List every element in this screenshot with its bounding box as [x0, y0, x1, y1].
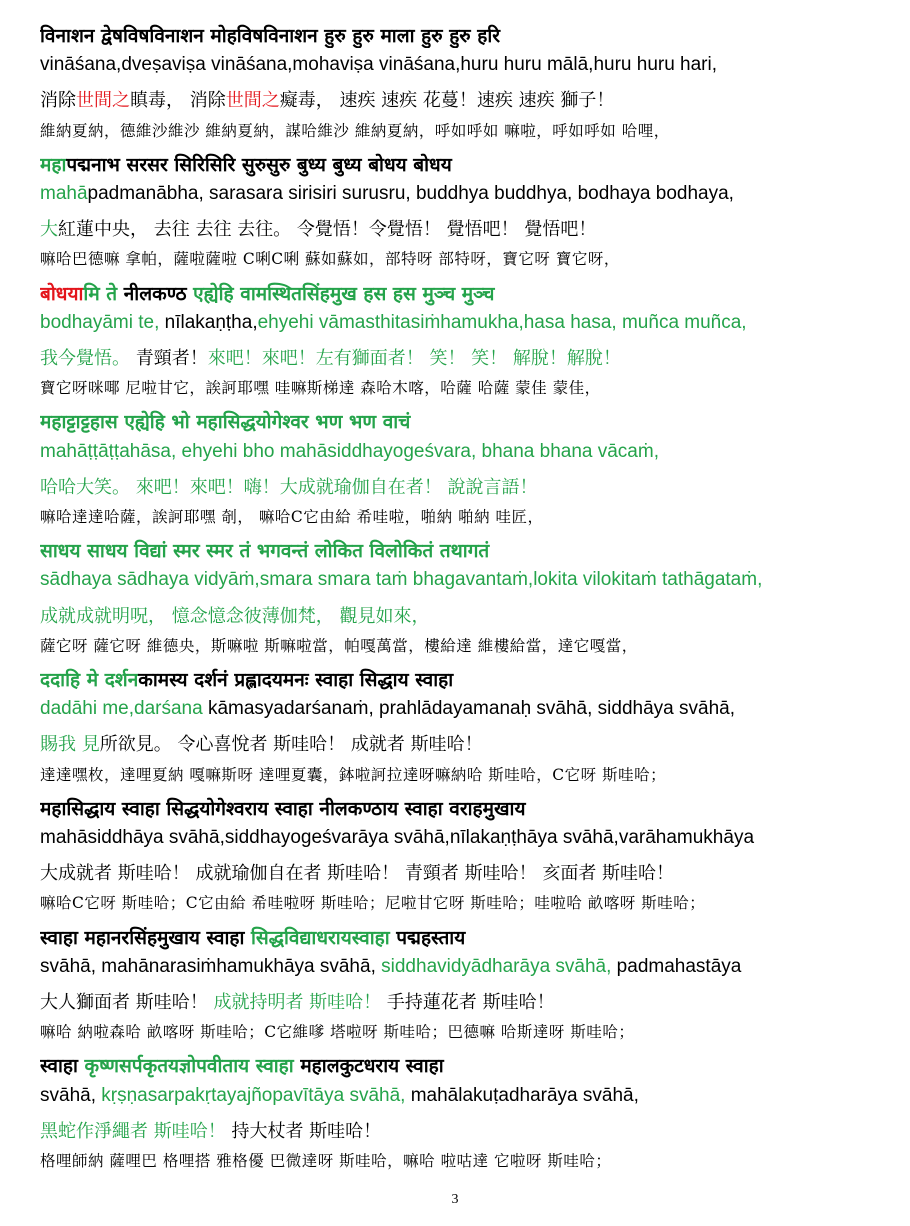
- translation-line: [40, 988, 880, 1014]
- transliteration-line: [40, 698, 880, 720]
- text-segment: 大: [40, 219, 58, 241]
- text-segment: महासिद्धाय स्वाहा सिद्धयोगेश्वराय स्वाहा नीलकण्ठाय स्वाहा वराहमुखाय: [40, 797, 526, 820]
- text-segment: mahā: [40, 183, 88, 204]
- text-segment: एह्येहि वामस्थितसिंहमुख हस हस मुञ्च मुञ्च: [193, 282, 495, 305]
- text-segment: 格哩師納 薩哩巴 格哩搭 雅格優 巴微達呀 斯哇哈，嘛哈 啦咕達 它啦呀 斯哇哈；: [40, 1152, 612, 1170]
- text-segment: 賜我 見: [40, 734, 100, 756]
- sanskrit-line: [40, 666, 880, 692]
- phonetic-line: [40, 1020, 880, 1042]
- text-segment: 我今覺悟。: [40, 348, 130, 369]
- sanskrit-line: [40, 537, 880, 563]
- sanskrit-line: [40, 22, 880, 48]
- text-segment: सिद्धविद्याधरायस्वाहा: [251, 926, 390, 949]
- text-segment: mahāsiddhāya svāhā,siddhayogeśvarāya svāhā,nīlakaṇṭhāya svāhā,varāhamukhāya: [40, 827, 755, 848]
- text-segment: dadāhi me,darśana: [40, 698, 208, 720]
- phonetic-line: [40, 376, 880, 398]
- text-segment: 世間之: [76, 90, 130, 112]
- page-number: 3: [451, 1192, 459, 1207]
- translation-line: [40, 344, 880, 370]
- text-segment: कामस्य दर्शनं प्रह्लादयमनः स्वाहा सिद्धाय स्वाहा: [138, 669, 454, 691]
- text-segment: mahālakuṭadharāya svāhā,: [405, 1084, 639, 1106]
- sanskrit-line: [40, 1052, 880, 1078]
- text-segment: 成就持明者 斯哇哈！: [213, 992, 382, 1013]
- text-segment: 持大杖者 斯哇哈！: [225, 1120, 382, 1142]
- sanskrit-line: [40, 924, 880, 950]
- text-segment: 成就成就明呪， 憶念憶念彼薄伽梵， 觀見如來，: [40, 605, 430, 627]
- text-segment: nīlakaṇṭha,: [164, 311, 258, 333]
- text-segment: 嘛哈 納啦森哈 畝喀呀 斯哇哈；C它維嗲 塔啦呀 斯哇哈；巴德嘛 哈斯達呀 斯哇哈；: [40, 1023, 635, 1042]
- sanskrit-line: [40, 280, 880, 306]
- text-segment: 大人獅面者 斯哇哈！: [40, 992, 214, 1013]
- transliteration-line: [40, 312, 880, 334]
- text-segment: 消除: [40, 90, 76, 112]
- text-segment: 手持蓮花者 斯哇哈！: [381, 992, 555, 1013]
- translation-line: [40, 1117, 880, 1143]
- text-segment: बोधया: [40, 282, 84, 305]
- translation-line: [40, 473, 880, 499]
- text-segment: 大成就者 斯哇哈！ 成就瑜伽自在者 斯哇哈！ 青頸者 斯哇哈！ 亥面者 斯哇哈！: [40, 863, 675, 885]
- text-segment: नीलकण्ठ: [123, 282, 194, 305]
- text-segment: कृष्णसर्पकृतयज्ञोपवीताय स्वाहा: [84, 1055, 294, 1078]
- transliteration-line: [40, 827, 880, 849]
- text-segment: 紅蓮中央， 去往 去往 去往。 令覺悟！令覺悟！ 覺悟吧！ 覺悟吧！: [58, 219, 597, 241]
- transliteration-line: [40, 441, 880, 463]
- text-segment: 達達嘿枚，達哩夏納 嘎嘛斯呀 達哩夏囊，鉢啦訶拉達呀嘛納哈 斯哇哈，C它呀 斯哇哈；: [40, 765, 667, 784]
- transliteration-line: [40, 569, 880, 591]
- text-segment: kāmasyadarśanaṁ, prahlādayamanaḥ svāhā, siddhāya svāhā,: [207, 698, 735, 720]
- text-segment: 薩它呀 薩它呀 維德央，斯嘛啦 斯嘛啦當，帕嘎萬當，樓給達 維樓給當，達它嘎當，: [40, 636, 638, 655]
- text-segment: विनाशन द्वेषविषविनाशन मोहविषविनाशन हुरु हुरु माला हुरु हुरु हरि: [40, 25, 501, 47]
- transliteration-line: [40, 1085, 880, 1107]
- text-segment: bodhayāmi te,: [40, 311, 165, 333]
- text-segment: ehyehi vāmasthitasiṁhamukha,hasa hasa, muñca muñca,: [257, 311, 747, 333]
- transliteration-line: [40, 956, 880, 978]
- translation-line: [40, 859, 880, 885]
- text-segment: ददाहि मे दर्शन: [40, 669, 139, 691]
- transliteration-line: [40, 183, 880, 205]
- text-segment: 哈哈大笑。 來吧！來吧！嗨！大成就瑜伽自在者！ 說說言語！: [40, 476, 538, 498]
- text-segment: 寶它呀咪㖿 尼啦甘它，誒訶耶嘿 哇嘛斯梯達 森哈木喀，哈薩 哈薩 蒙佳 蒙佳，: [40, 379, 601, 398]
- sanskrit-line: [40, 795, 880, 821]
- phonetic-line: [40, 247, 880, 269]
- transliteration-line: [40, 54, 880, 76]
- text-segment: 瞋毒， 消除: [130, 90, 226, 112]
- phonetic-line: [40, 634, 880, 656]
- text-segment: 嘛哈C它呀 斯哇哈；C它由給 希哇啦呀 斯哇哈；尼啦甘它呀 斯哇哈；哇啦哈 畝喀呀 斯哇哈；: [40, 894, 706, 913]
- text-segment: पद्महस्ताय: [389, 926, 466, 949]
- text-segment: 青頸者！: [130, 348, 208, 369]
- translation-line: [40, 602, 880, 628]
- translation-line: [40, 215, 880, 241]
- text-segment: महा: [40, 153, 67, 176]
- text-segment: 所欲見。 令心喜悅者 斯哇哈！ 成就者 斯哇哈！: [99, 734, 483, 756]
- text-segment: पद्मनाभ सरसर सिरिसिरि सुरुसुरु बुध्य बुध्य बोधय बोधय: [66, 153, 452, 176]
- text-segment: 嘛哈達達哈薩，誒訶耶嘿 剞， 嘛哈C它由給 希哇啦，啪納 啪納 哇匠，: [40, 508, 544, 526]
- text-segment: svāhā,: [40, 1084, 102, 1106]
- text-segment: 癡毒， 速疾 速疾 花蔓！速疾 速疾 獅子！: [279, 90, 615, 112]
- text-segment: padmahastāya: [611, 955, 742, 977]
- translation-line: [40, 730, 880, 756]
- phonetic-line: [40, 763, 880, 785]
- text-segment: महाट्टाट्टहास एह्येहि भो महासिद्धयोगेश्वर भण भण वाचं: [40, 411, 411, 434]
- text-segment: kṛṣṇasarpakṛtayajñopavītāya svāhā,: [101, 1084, 406, 1106]
- sanskrit-line: [40, 151, 880, 177]
- text-segment: साधय साधय विद्यां स्मर स्मर तं भगवन्तं लोकित विलोकितं तथागतं: [40, 540, 490, 563]
- text-segment: स्वाहा महानरसिंहमुखाय स्वाहा: [40, 926, 252, 949]
- text-segment: sādhaya sādhaya vidyāṁ,smara smara taṁ bhagavantaṁ,lokita vilokitaṁ tathāgataṁ,: [40, 569, 763, 591]
- text-segment: 來吧！來吧！左有獅面者！ 笑！ 笑！ 解脫！解脫！: [207, 348, 621, 369]
- phonetic-line: [40, 119, 880, 141]
- text-segment: svāhā, mahānarasiṁhamukhāya svāhā,: [40, 955, 382, 977]
- translation-line: [40, 86, 880, 112]
- text-segment: 嘛哈巴德嘛 拿帕，薩啦薩啦 C唎C唎 蘇如蘇如，部特呀 部特呀，寶它呀 寶它呀，: [40, 250, 620, 269]
- text-segment: 維納夏納，德維沙維沙 維納夏納，謀哈維沙 維納夏納，呼如呼如 嘛啦，呼如呼如 哈哩，: [40, 121, 670, 140]
- text-segment: 黑蛇作淨繩者 斯哇哈！: [40, 1120, 226, 1142]
- text-segment: 世間之: [225, 90, 280, 112]
- sanskrit-line: [40, 408, 880, 434]
- text-segment: मि ते: [83, 282, 124, 305]
- text-segment: महालकुटधराय स्वाहा: [293, 1055, 444, 1078]
- text-segment: padmanābha, sarasara sirisiri surusru, buddhya buddhya, bodhaya bodhaya,: [87, 183, 734, 204]
- phonetic-line: [40, 1149, 880, 1171]
- text-segment: स्वाहा: [40, 1055, 85, 1078]
- text-segment: vināśana,dveṣaviṣa vināśana,mohaviṣa vināśana,huru huru mālā,huru huru hari,: [40, 54, 718, 76]
- text-segment: mahāṭṭāṭṭahāsa, ehyehi bho mahāsiddhayogeśvara, bhana bhana vācaṁ,: [40, 440, 659, 462]
- text-segment: siddhavidyādharāya svāhā,: [381, 955, 612, 977]
- phonetic-line: [40, 505, 880, 527]
- phonetic-line: [40, 891, 880, 913]
